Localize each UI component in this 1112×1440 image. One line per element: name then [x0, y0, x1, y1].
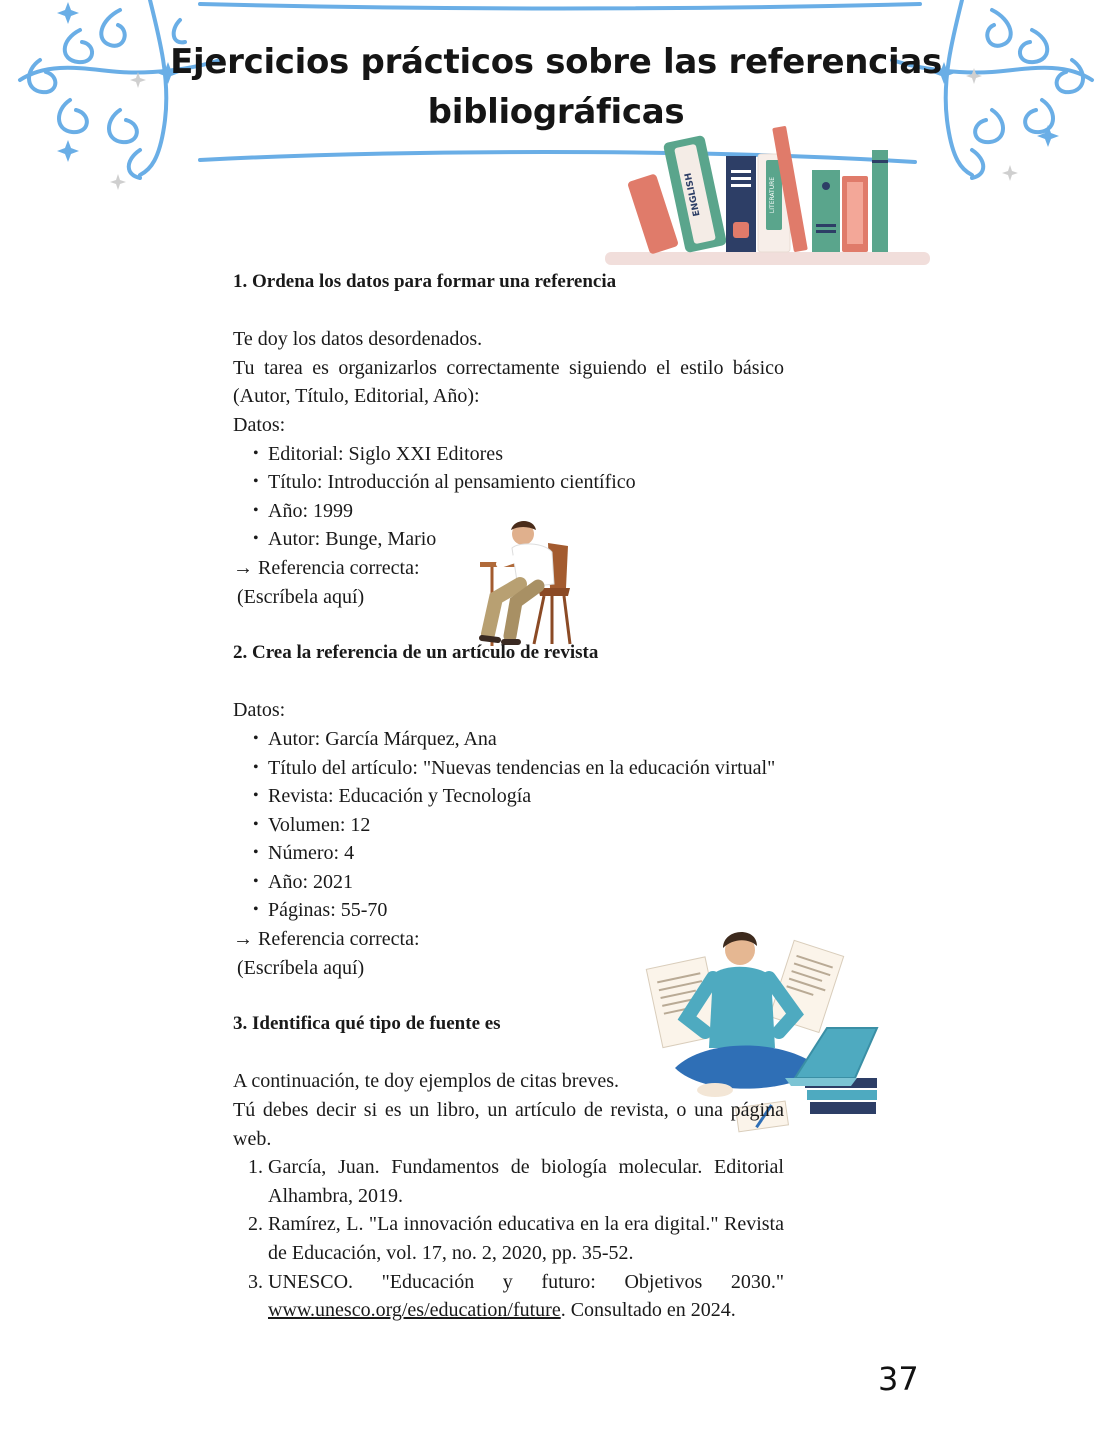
section-2-data-label: Datos: [233, 699, 286, 722]
section-1-data-label: Datos: [233, 413, 286, 436]
section-1-data-list [233, 440, 784, 554]
section-3-intro-1: A continuación, te doy ejemplos de citas breves. [233, 1070, 620, 1093]
content-body [233, 268, 784, 1325]
section-2-heading: 2. Crea la referencia de un artículo de revista [233, 642, 599, 664]
page-number: 37 [878, 1360, 919, 1398]
example-text: Ramírez, L. "La innovación educativa en la era digital." Revista de Educación, vol. 17, no. 2, 2020, pp. 35-52. [268, 1213, 784, 1264]
section-3-examples [233, 1153, 784, 1325]
section-2-answer-label: → Referencia correcta: [233, 928, 420, 951]
list-item: • Año: 2021 [268, 868, 784, 897]
list-item: • Número: 4 [268, 839, 784, 868]
bookshelf-icon [600, 120, 935, 270]
example-text: García, Juan. Fundamentos de biología molecular. Editorial Alhambra, 2019. [268, 1156, 784, 1207]
section-2-answer-hint: (Escríbela aquí) [237, 956, 365, 979]
section-1-heading: 1. Ordena los datos para formar una referencia [233, 271, 617, 292]
book-english-label: ENGLISH [683, 171, 703, 218]
list-item: • Volumen: 12 [268, 811, 784, 840]
list-item: • Revista: Educación y Tecnología [268, 782, 784, 811]
section-3-heading: 3. Identifica qué tipo de fuente es [233, 1013, 501, 1035]
section-1-intro-1: Te doy los datos desordenados. [233, 328, 483, 351]
section-1-answer-hint: (Escríbela aquí) [237, 585, 365, 608]
list-item [248, 1210, 784, 1267]
book-literature-label: LITERATURE [769, 176, 776, 214]
section-2-data-list [233, 725, 784, 925]
section-3-intro-2: Tú debes decir si es un libro, un artículo de revista, o una página web. [233, 1099, 784, 1150]
list-item: • Páginas: 55-70 [268, 896, 784, 925]
unesco-link[interactable]: www.unesco.org/es/education/future [268, 1299, 561, 1322]
list-item: • Título del artículo: "Nuevas tendencias en la educación virtual" [268, 754, 784, 783]
list-item [248, 1153, 784, 1210]
example-number: 1. [248, 1156, 263, 1179]
list-item [248, 1268, 784, 1325]
page-title: Ejercicios prácticos sobre las referencias bibliográficas [170, 41, 942, 132]
section-1-intro-2: Tu tarea es organizarlos correctamente siguiendo el estilo básico (Autor, Título, Editorial, Año): [233, 356, 784, 408]
list-item: • Editorial: Siglo XXI Editores [268, 440, 784, 469]
example-number: 2. [248, 1213, 263, 1236]
list-item: • Título: Introducción al pensamiento científico [268, 468, 784, 497]
list-item: • Año: 1999 [268, 497, 784, 526]
example-text-after: . Consultado en 2024. [560, 1299, 736, 1322]
section-1-answer-label: → Referencia correcta: [233, 556, 420, 579]
list-item: • Autor: García Márquez, Ana [268, 725, 784, 754]
list-item: • Autor: Bunge, Mario [268, 525, 784, 554]
example-text-before: UNESCO. "Educación y futuro: Objetivos 2030." [268, 1270, 784, 1293]
example-number: 3. [248, 1270, 263, 1293]
